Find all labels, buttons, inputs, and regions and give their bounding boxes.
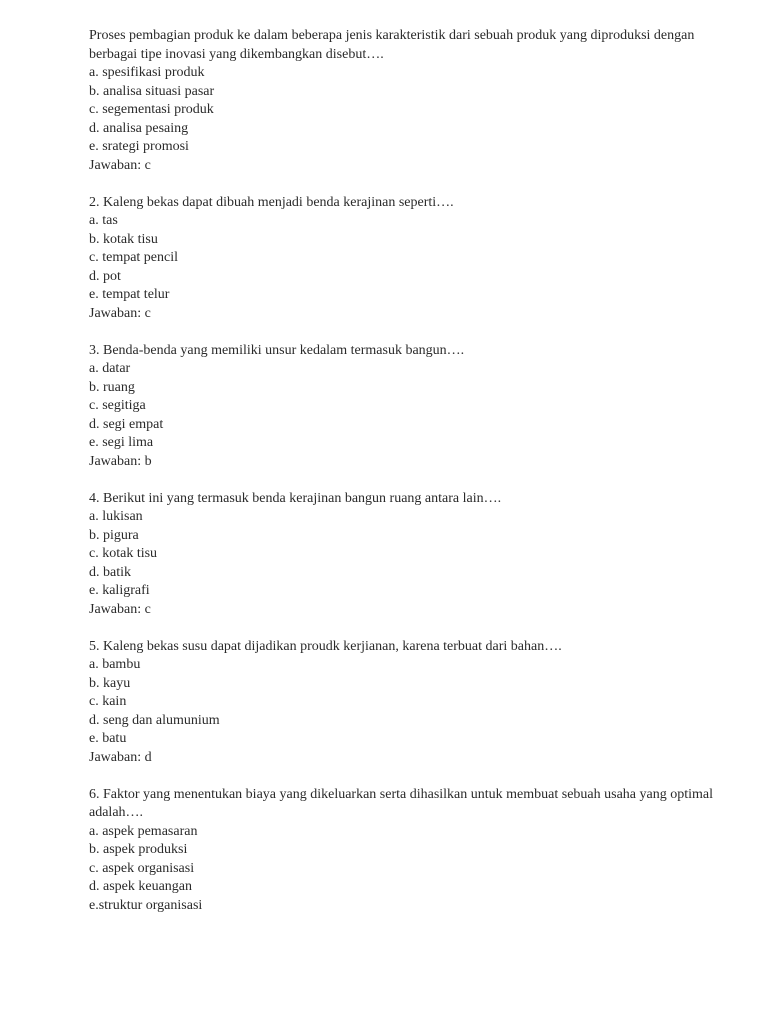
option-b: b. kotak tisu: [89, 231, 158, 247]
question-text: 6. Faktor yang menentukan biaya yang dikeluarkan serta dihasilkan untuk membuat sebuah usaha yang optimal adalah….: [89, 786, 713, 820]
answer-key: Jawaban: c: [89, 601, 151, 617]
option-c: c. aspek organisasi: [89, 860, 195, 876]
option-e: e. tempat telur: [89, 287, 170, 302]
option-e: e. batu: [89, 731, 127, 746]
option-c: c. tempat pencil: [89, 250, 179, 265]
question-1: [89, 27, 737, 175]
option-d: d. segi empat: [89, 416, 164, 432]
option-a: a. datar: [89, 361, 131, 376]
document-page: [89, 27, 737, 934]
answer-key: Jawaban: c: [89, 305, 151, 321]
option-e: e. kaligrafi: [89, 583, 150, 598]
question-6: [89, 786, 737, 916]
option-d: d. batik: [89, 564, 131, 580]
option-b: b. aspek produksi: [89, 842, 188, 857]
option-b: b. ruang: [89, 379, 135, 395]
question-text: 2. Kaleng bekas dapat dibuah menjadi benda kerajinan seperti….: [89, 194, 454, 210]
option-e: e. segi lima: [89, 435, 154, 450]
option-d: d. aspek keuangan: [89, 879, 193, 894]
question-4: [89, 490, 737, 620]
answer-key: Jawaban: d: [89, 749, 152, 765]
option-a: a. bambu: [89, 657, 141, 672]
option-c: c. segementasi produk: [89, 102, 214, 117]
question-text: Proses pembagian produk ke dalam beberapa jenis karakteristik dari sebuah produk yang diproduksi dengan berbagai tipe inovasi yang dikembangkan disebut….: [89, 28, 695, 62]
option-c: c. segitiga: [89, 398, 146, 413]
question-text: 4. Berikut ini yang termasuk benda kerajinan bangun ruang antara lain….: [89, 490, 502, 506]
option-b: b. pigura: [89, 527, 139, 543]
question-2: [89, 194, 737, 324]
option-d: d. seng dan alumunium: [89, 712, 220, 728]
option-d: d. pot: [89, 268, 121, 284]
question-text: 5. Kaleng bekas susu dapat dijadikan proudk kerjianan, karena terbuat dari bahan….: [89, 638, 562, 654]
option-a: a. tas: [89, 213, 118, 228]
option-a: a. spesifikasi produk: [89, 65, 205, 80]
question-3: [89, 342, 737, 472]
question-text: 3. Benda-benda yang memiliki unsur kedalam termasuk bangun….: [89, 342, 465, 358]
answer-key: Jawaban: b: [89, 453, 152, 469]
question-5: [89, 638, 737, 768]
option-a: a. lukisan: [89, 509, 143, 524]
option-d: d. analisa pesaing: [89, 120, 189, 136]
answer-key: Jawaban: c: [89, 157, 151, 173]
option-a: a. aspek pemasaran: [89, 823, 198, 839]
option-b: b. analisa situasi pasar: [89, 83, 215, 99]
option-e: e. srategi promosi: [89, 139, 189, 154]
option-b: b. kayu: [89, 675, 131, 691]
option-c: c. kain: [89, 694, 127, 709]
option-e: e.struktur organisasi: [89, 897, 203, 913]
option-c: c. kotak tisu: [89, 546, 158, 561]
